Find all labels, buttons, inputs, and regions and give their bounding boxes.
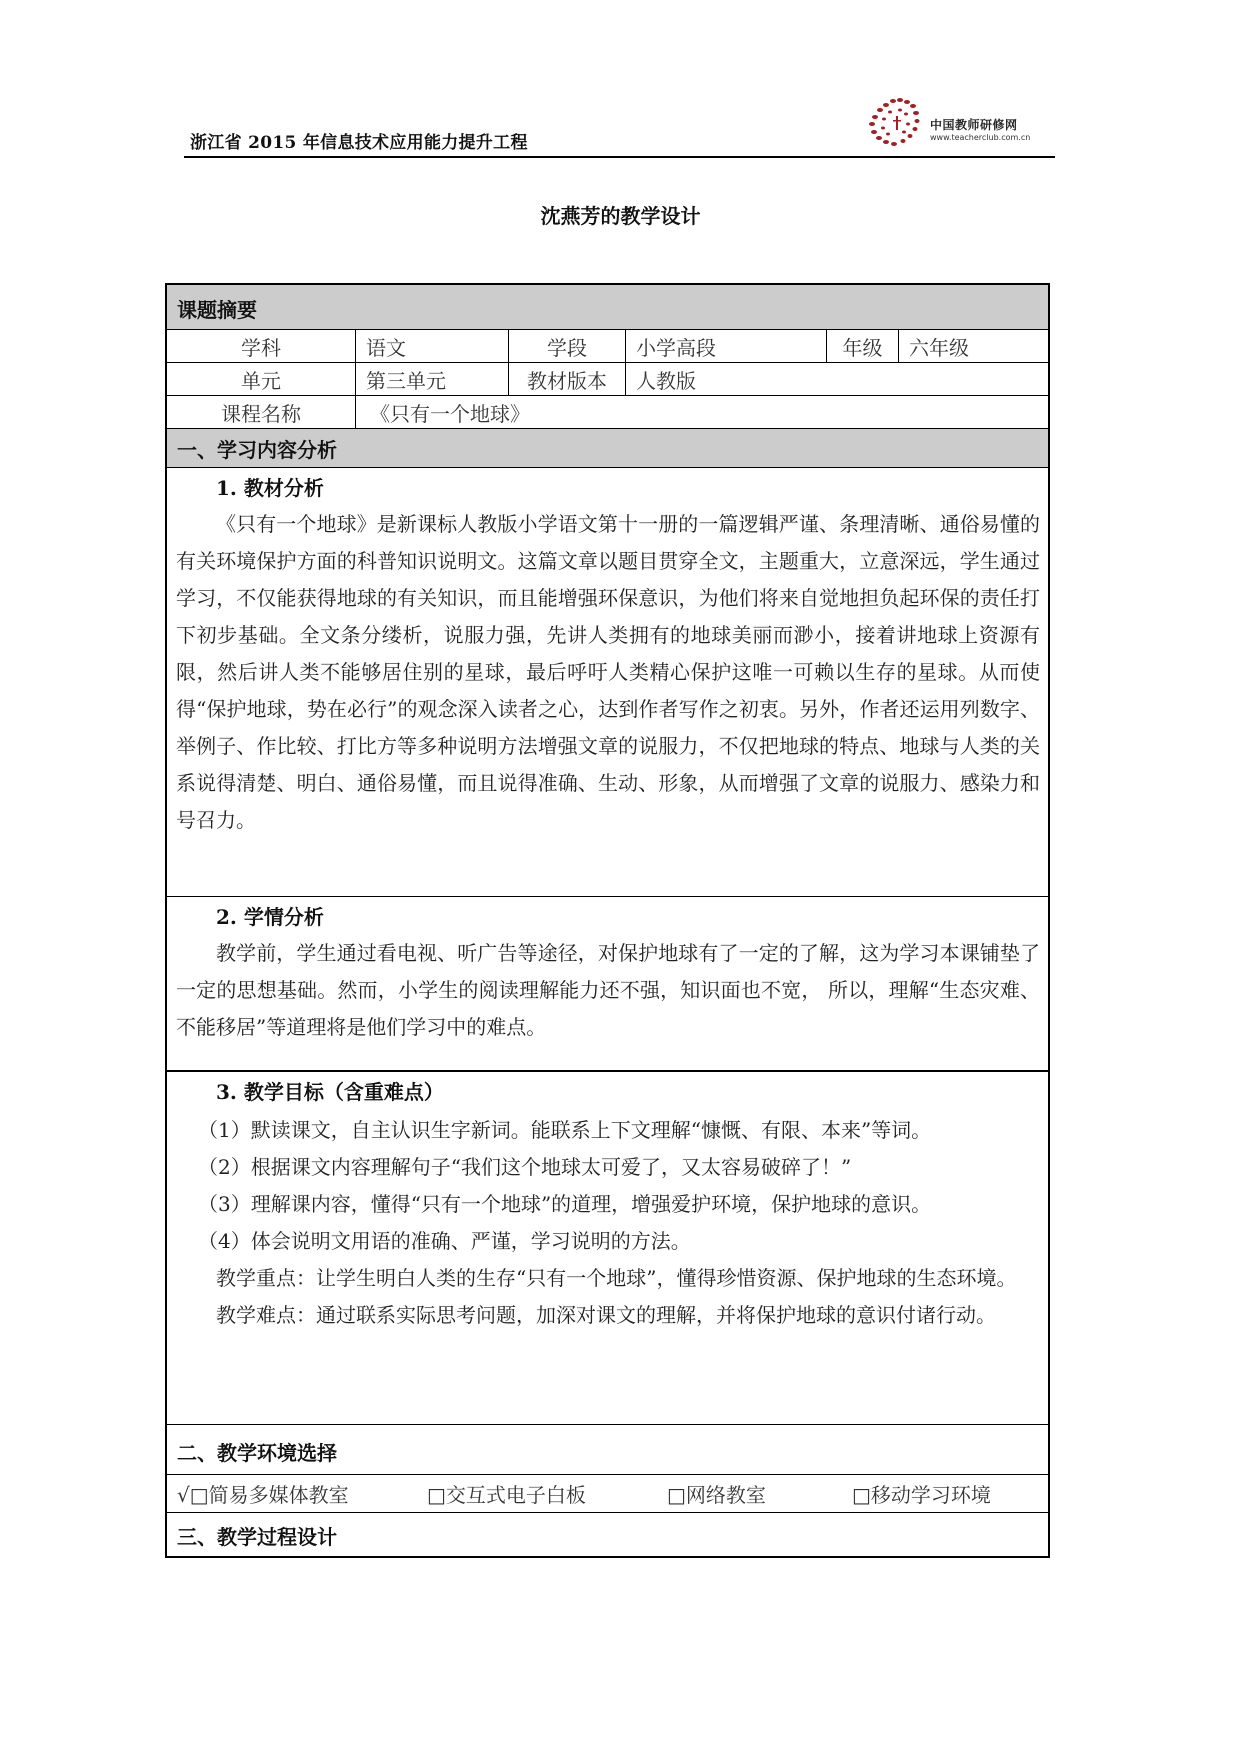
env-option-whiteboard[interactable]: □交互式电子白板 xyxy=(427,1483,586,1507)
textbook-analysis-title: 1. 教材分析 xyxy=(216,476,324,500)
summary-row-unit xyxy=(167,362,1048,395)
objective-item: （2）根据课文内容理解句子“我们这个地球太可爱了，又太容易破碎了！” xyxy=(198,1155,852,1179)
learner-analysis-text: 教学前，学生通过看电视、听广告等途径，对保护地球有了一定的了解，这为学习本课铺垫了一定的思想基础。然而，小学生的阅读理解能力还不强，知识面也不宽， 所以，理解“生态灾难、不能移居”等道理将是他们学习中的难点。 xyxy=(176,941,1040,1039)
objectives-title: 3. 教学目标（含重难点） xyxy=(216,1080,444,1104)
lesson-design-table xyxy=(165,283,1050,1558)
label-course-name: 课程名称 xyxy=(221,401,301,426)
value-grade: 六年级 xyxy=(898,330,1048,362)
logo-name: 中国教师研修网 xyxy=(930,118,1018,132)
textbook-analysis-cell xyxy=(167,467,1048,896)
section1-header xyxy=(167,428,1048,467)
env-option-network[interactable]: □网络教室 xyxy=(667,1483,766,1507)
learner-analysis-title: 2. 学情分析 xyxy=(216,905,324,929)
env-option-multimedia[interactable]: √□简易多媒体教室 xyxy=(177,1483,349,1507)
label-grade: 年级 xyxy=(826,330,898,362)
learner-analysis-cell xyxy=(167,896,1048,1070)
header-divider xyxy=(184,156,1055,158)
document-title: 沈燕芳的教学设计 xyxy=(540,204,701,228)
value-edition: 人教版 xyxy=(625,363,1048,395)
label-subject: 学科 xyxy=(241,335,281,360)
objective-item: （3）理解课内容，懂得“只有一个地球”的道理，增强爱护环境，保护地球的意识。 xyxy=(198,1192,932,1216)
objectives-cell xyxy=(167,1070,1048,1424)
project-title: 浙江省 2015 年信息技术应用能力提升工程 xyxy=(190,133,528,153)
teaching-difficulty: 教学难点：通过联系实际思考问题，加深对课文的理解，并将保护地球的意识付诸行动。 xyxy=(216,1303,996,1327)
section3-heading: 三、教学过程设计 xyxy=(177,1525,337,1549)
summary-row-subject xyxy=(167,329,1048,362)
summary-heading: 课题摘要 xyxy=(177,298,257,322)
summary-row-course xyxy=(167,395,1048,428)
section3-header xyxy=(167,1512,1048,1556)
env-option-mobile[interactable]: □移动学习环境 xyxy=(852,1483,991,1507)
section2-header xyxy=(167,1424,1048,1474)
environment-options xyxy=(167,1474,1048,1512)
label-unit: 单元 xyxy=(241,368,281,393)
label-edition: 教材版本 xyxy=(508,363,625,395)
value-unit: 第三单元 xyxy=(355,363,508,395)
logo-url: www.teacherclub.com.cn xyxy=(930,133,1031,142)
section1-heading: 一、学习内容分析 xyxy=(177,438,337,462)
objective-item: （1）默读课文，自主认识生字新词。能联系上下文理解“慷慨、有限、本来”等词。 xyxy=(198,1118,932,1142)
summary-section-header xyxy=(167,285,1048,329)
value-subject: 语文 xyxy=(355,330,508,362)
value-course-name: 《只有一个地球》 xyxy=(355,396,1048,428)
teacherclub-logo xyxy=(860,92,1060,152)
value-stage: 小学高段 xyxy=(625,330,826,362)
objective-item: （4）体会说明文用语的准确、严谨，学习说明的方法。 xyxy=(198,1229,691,1253)
label-stage: 学段 xyxy=(508,330,625,362)
teaching-key-point: 教学重点：让学生明白人类的生存“只有一个地球”，懂得珍惜资源、保护地球的生态环境。 xyxy=(216,1266,1017,1290)
logo-swirl-icon xyxy=(860,92,930,152)
section2-heading: 二、教学环境选择 xyxy=(177,1441,337,1465)
textbook-analysis-text: 《只有一个地球》是新课标人教版小学语文第十一册的一篇逻辑严谨、条理清晰、通俗易懂的有关环境保护方面的科普知识说明文。这篇文章以题目贯穿全文，主题重大，立意深远，学生通过学习，不仅能获得地球的有关知识，而且能增强环保意识，为他们将来自觉地担负起环保的责任打下初步基础。全文条分缕析，说服力强，先讲人类拥有的地球美丽而渺小，接着讲地球上资源有限，然后讲人类不能够居住别的星球，最后呼吁人类精心保护这唯一可赖以生存的星球。从而使得“保护地球，势在必行”的观念深入读者之心，达到作者写作之初衷。另外，作者还运用列数字、举例子、作比较、打比方等多种说明方法增强文章的说服力，不仅把地球的特点、地球与人类的关系说得清楚、明白、通俗易懂，而且说得准确、生动、形象，从而增强了文章的说服力、感染力和号召力。 xyxy=(176,512,1040,832)
